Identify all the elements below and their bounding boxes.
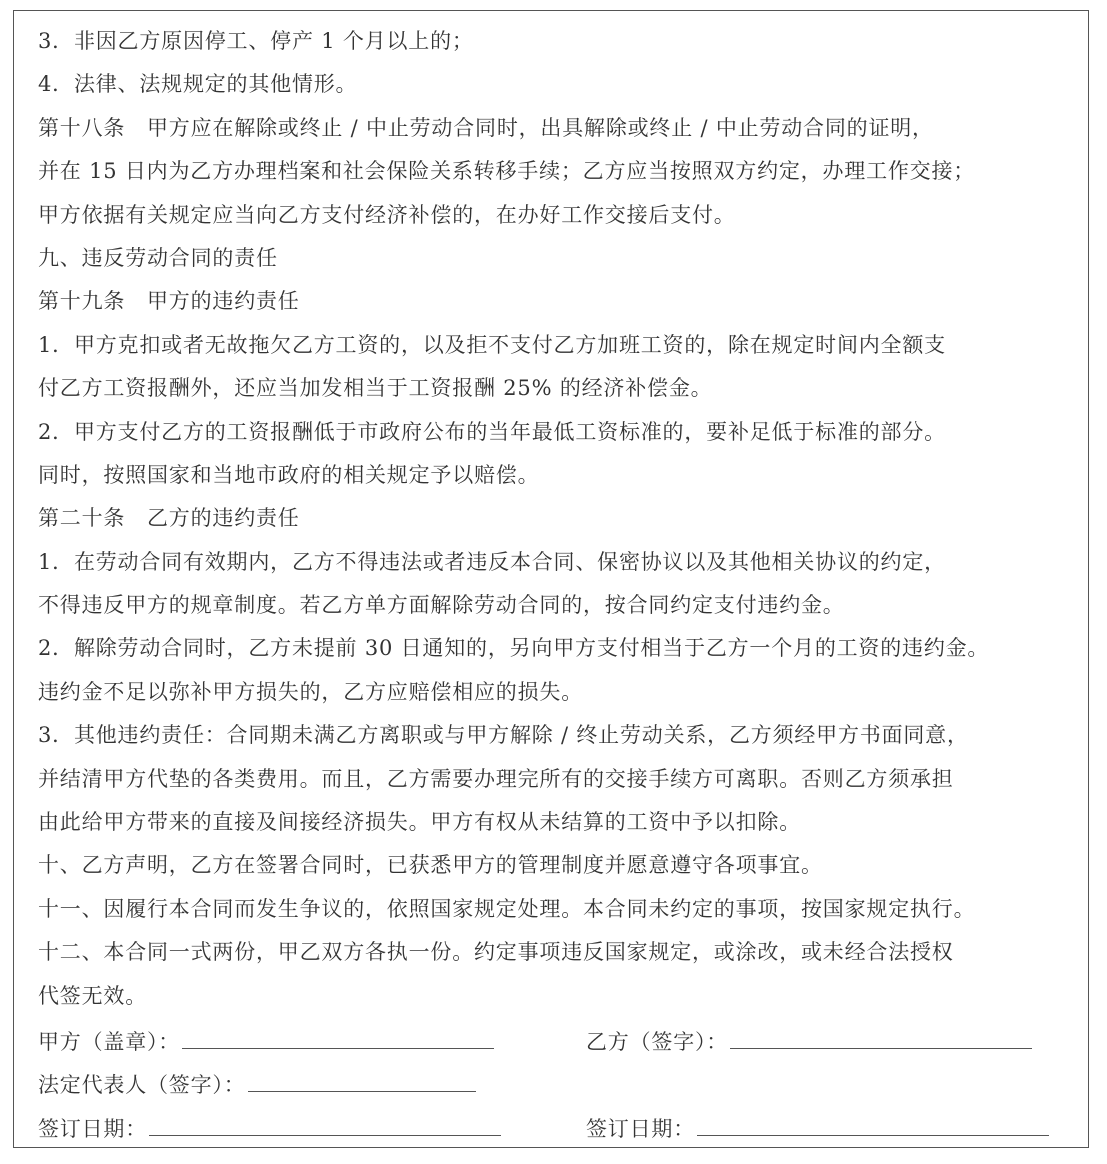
party-a-signature: [38, 1018, 494, 1064]
party-b-signature: [586, 1018, 1032, 1064]
text-line: 由此给甲方带来的直接及间接经济损失。甲方有权从未结算的工资中予以扣除。: [38, 810, 801, 835]
legal-rep-label: 法定代表人（签字）：: [38, 1073, 246, 1098]
text-line: 代签无效。: [38, 983, 147, 1008]
party-b-label: 乙方（签字）：: [586, 1029, 729, 1054]
text-line: 2．解除劳动合同时，乙方未提前 30 日通知的，另向甲方支付相当于乙方一个月的工资的违约金。: [38, 636, 990, 661]
date-b-blank[interactable]: [697, 1105, 1049, 1136]
text-line: 甲方依据有关规定应当向乙方支付经济补偿的，在办好工作交接后支付。: [38, 202, 736, 227]
date-a-signature: [38, 1105, 501, 1151]
date-a-blank[interactable]: [149, 1105, 501, 1136]
legal-rep-blank[interactable]: [248, 1061, 476, 1092]
text-line: 2．甲方支付乙方的工资报酬低于市政府公布的当年最低工资标准的，要补足低于标准的部分。: [38, 419, 946, 444]
text-line: 不得违反甲方的规章制度。若乙方单方面解除劳动合同的，按合同约定支付违约金。: [38, 593, 845, 618]
text-line: 同时，按照国家和当地市政府的相关规定予以赔偿。: [38, 462, 540, 487]
text-line: 违约金不足以弥补甲方损失的，乙方应赔偿相应的损失。: [38, 679, 583, 704]
signature-row-legal-rep: [38, 1061, 1068, 1104]
text-line: 3．非因乙方原因停工、停产 1 个月以上的；: [38, 29, 474, 53]
section-heading: 十、乙方声明，乙方在签署合同时，已获悉甲方的管理制度并愿意遵守各项事宜。: [38, 853, 823, 878]
article-heading: 第二十条 乙方的违约责任: [38, 506, 300, 531]
date-a-label: 签订日期：: [38, 1116, 147, 1141]
text-line: 1．甲方克扣或者无故拖欠乙方工资的，以及拒不支付乙方加班工资的，除在规定时间内全额支: [38, 332, 946, 357]
text-line: 付乙方工资报酬外，还应当加发相当于工资报酬 25% 的经济补偿金。: [38, 376, 713, 401]
text-line: 3．其他违约责任：合同期未满乙方离职或与甲方解除 / 终止劳动关系，乙方须经甲方书面同意，: [38, 723, 969, 748]
signature-row-parties: [38, 1018, 1068, 1061]
document-body: [38, 20, 1068, 1148]
text-line: 并结清甲方代垫的各类费用。而且，乙方需要办理完所有的交接手续方可离职。否则乙方须承担: [38, 766, 954, 791]
party-b-blank[interactable]: [730, 1018, 1032, 1049]
section-heading: 九、违反劳动合同的责任: [38, 245, 278, 270]
section-heading: 十一、因履行本合同而发生争议的，依照国家规定处理。本合同未约定的事项，按国家规定执行。: [38, 896, 976, 921]
date-b-label: 签订日期：: [586, 1116, 695, 1141]
signature-row-dates: [38, 1105, 1068, 1148]
article-heading: 第十九条 甲方的违约责任: [38, 289, 300, 314]
text-line: 并在 15 日内为乙方办理档案和社会保险关系转移手续；乙方应当按照双方约定，办理工作交接；: [38, 159, 976, 184]
section-heading: 十二、本合同一式两份，甲乙双方各执一份。约定事项违反国家规定，或涂改，或未经合法授权: [38, 940, 954, 965]
party-a-blank[interactable]: [182, 1018, 494, 1049]
party-a-label: 甲方（盖章）：: [38, 1029, 181, 1054]
text-line: 4．法律、法规规定的其他情形。: [38, 72, 358, 97]
legal-rep-signature: [38, 1061, 476, 1107]
text-line: 第十八条 甲方应在解除或终止 / 中止劳动合同时，出具解除或终止 / 中止劳动合同的证明，: [38, 115, 934, 140]
text-line: 1．在劳动合同有效期内，乙方不得违法或者违反本合同、保密协议以及其他相关协议的约定，: [38, 549, 946, 574]
date-b-signature: [586, 1105, 1049, 1151]
